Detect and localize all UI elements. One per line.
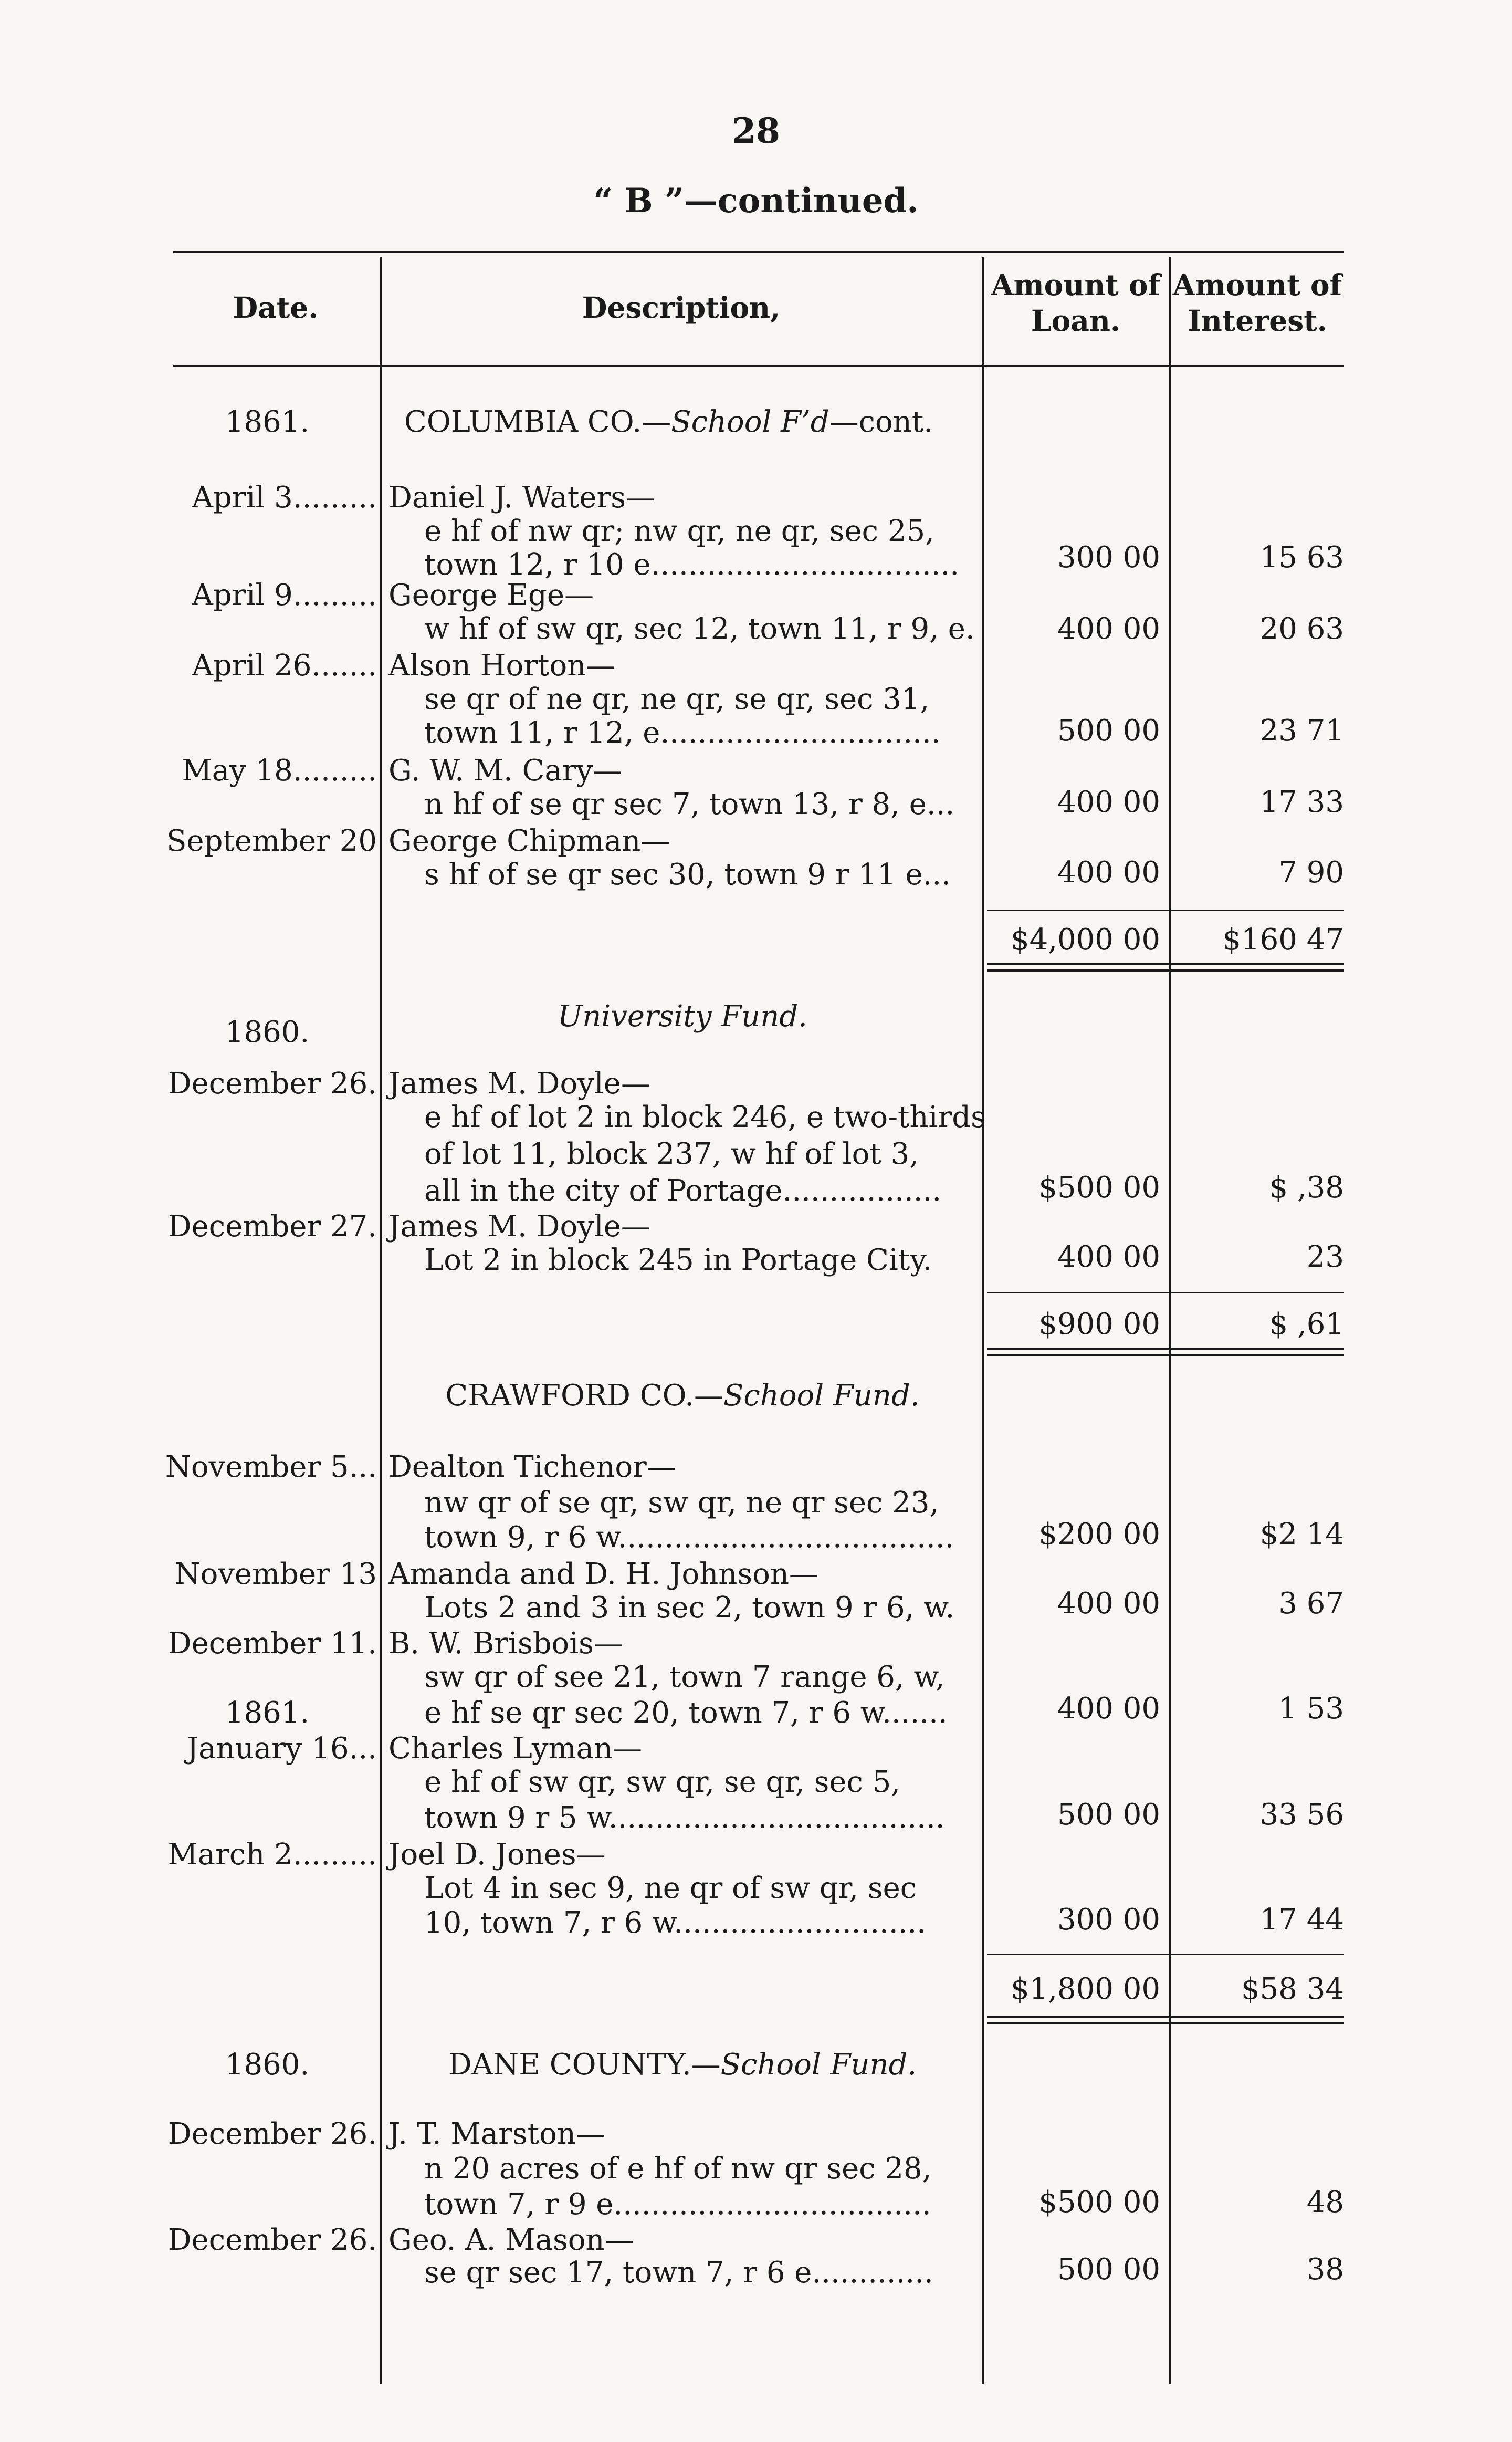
crawford-heading-fund: School Fund.: [723, 1379, 920, 1413]
entry-description-line: town 12, r 10 e.................................: [424, 548, 960, 582]
entry-description-line: e hf se qr sec 20, town 7, r 6 w.......: [424, 1696, 948, 1730]
entry-name: Geo. A. Mason—: [388, 2223, 634, 2257]
entry-interest: 38: [1306, 2252, 1344, 2287]
entry-name: George Chipman—: [388, 824, 670, 858]
entry-name: Joel D. Jones—: [388, 1838, 606, 1872]
entry-description-line: town 9 r 5 w....................................: [424, 1801, 945, 1835]
entry-loan: $500 00: [1038, 1171, 1160, 1205]
total-loan: $900 00: [1038, 1307, 1160, 1341]
dane-year: 1860.: [225, 2048, 310, 2082]
entry-name: Daniel J. Waters—: [388, 481, 656, 515]
entry-date: May 18.........: [182, 754, 377, 788]
entry-description-line: e hf of lot 2 in block 246, e two-thirds: [424, 1100, 986, 1134]
entry-name: James M. Doyle—: [388, 1209, 650, 1244]
subtotal-rule: [987, 1954, 1344, 1955]
columbia-heading-main: COLUMBIA CO.—: [404, 405, 671, 439]
entry-date: November 13: [174, 1557, 377, 1591]
entry-date: April 9.........: [192, 578, 377, 612]
subtotal-rule: [987, 1292, 1344, 1293]
column-divider-loan: [1169, 257, 1171, 2384]
entry-description-line: Lot 2 in block 245 in Portage City.: [424, 1243, 932, 1277]
total-double-rule: [987, 963, 1344, 972]
entry-description-line: sw qr of see 21, town 7 range 6, w,: [424, 1660, 945, 1694]
crawford-heading-main: CRAWFORD CO.—: [445, 1379, 724, 1413]
entry-description-line: w hf of sw qr, sec 12, town 11, r 9, e.: [424, 612, 975, 646]
entry-loan: 400 00: [1057, 855, 1160, 890]
entry-description-line: town 9, r 6 w....................................: [424, 1520, 954, 1554]
entry-loan: $200 00: [1038, 1517, 1160, 1551]
header-interest-line1: Amount of: [1172, 268, 1342, 302]
entry-description-line: e hf of sw qr, sw qr, se qr, sec 5,: [424, 1765, 901, 1799]
crawford-heading: [388, 1379, 976, 1413]
entry-description-line: Lots 2 and 3 in sec 2, town 9 r 6, w.: [424, 1591, 955, 1625]
page-title: “ B ”—continued.: [593, 181, 919, 221]
columbia-year: 1861.: [225, 405, 310, 439]
entry-interest: 17 44: [1259, 1903, 1344, 1937]
entry-description-line: se qr of ne qr, ne qr, se qr, sec 31,: [424, 682, 930, 716]
university-year: 1860.: [225, 1015, 310, 1049]
page-number: 28: [732, 110, 780, 151]
entry-name: B. W. Brisbois—: [388, 1626, 623, 1661]
total-double-rule: [987, 1348, 1344, 1356]
entry-interest: $ ,38: [1269, 1171, 1344, 1205]
entry-loan: $500 00: [1038, 2185, 1160, 2219]
entry-interest: 48: [1306, 2185, 1344, 2219]
crawford-year: 1861.: [225, 1696, 310, 1730]
entry-loan: 400 00: [1057, 612, 1160, 646]
entry-loan: 400 00: [1057, 1240, 1160, 1274]
entry-date: March 2.........: [167, 1838, 377, 1872]
entry-description-line: n 20 acres of e hf of nw qr sec 28,: [424, 2152, 932, 2186]
entry-loan: 400 00: [1057, 785, 1160, 819]
subtotal-rule: [987, 910, 1344, 911]
total-interest: $ ,61: [1269, 1307, 1344, 1341]
entry-name: James M. Doyle—: [388, 1067, 650, 1101]
header-loan-line1: Amount of: [991, 268, 1161, 302]
entry-interest: 23: [1306, 1240, 1344, 1274]
columbia-heading: [404, 405, 933, 439]
entry-date: December 26.: [167, 1067, 377, 1101]
total-double-rule: [987, 2016, 1344, 2024]
entry-date: September 20: [166, 824, 377, 858]
entry-description-line: nw qr of se qr, sw qr, ne qr sec 23,: [424, 1486, 939, 1520]
entry-interest: 33 56: [1259, 1798, 1344, 1832]
total-loan: $4,000 00: [1010, 923, 1160, 957]
columbia-heading-fund: School F’d: [671, 405, 830, 439]
entry-description-line: Lot 4 in sec 9, ne qr of sw qr, sec: [424, 1871, 917, 1905]
entry-interest: 20 63: [1259, 612, 1344, 646]
entry-loan: 500 00: [1057, 2252, 1160, 2287]
entry-description-line: 10, town 7, r 6 w...........................: [424, 1906, 927, 1940]
entry-date: December 11.: [167, 1626, 377, 1661]
header-loan-line2: Loan.: [1031, 304, 1121, 338]
entry-loan: 500 00: [1057, 714, 1160, 748]
entry-date: January 16...: [186, 1731, 377, 1766]
entry-name: Amanda and D. H. Johnson—: [388, 1557, 818, 1591]
entry-name: J. T. Marston—: [388, 2117, 605, 2151]
total-interest: $58 34: [1241, 1972, 1344, 2006]
column-divider-date: [380, 257, 382, 2384]
columbia-heading-tail: —cont.: [829, 405, 933, 439]
dane-heading-main: DANE COUNTY.—: [448, 2048, 721, 2082]
entry-interest: 23 71: [1259, 714, 1344, 748]
entry-loan: 300 00: [1057, 540, 1160, 575]
entry-description-line: s hf of se qr sec 30, town 9 r 11 e...: [424, 858, 951, 892]
entry-loan: 400 00: [1057, 1692, 1160, 1726]
entry-interest: 17 33: [1259, 785, 1344, 819]
entry-name: Dealton Tichenor—: [388, 1450, 676, 1484]
column-divider-description: [982, 257, 984, 2384]
entry-description-line: town 11, r 12, e..............................: [424, 716, 941, 750]
entry-interest: $2 14: [1259, 1517, 1344, 1551]
entry-description-line: se qr sec 17, town 7, r 6 e.............: [424, 2256, 933, 2290]
entry-interest: 1 53: [1278, 1692, 1344, 1726]
total-interest: $160 47: [1222, 923, 1344, 957]
entry-date: December 27.: [167, 1209, 377, 1244]
entry-date: December 26.: [167, 2223, 377, 2257]
entry-date: April 3.........: [192, 481, 377, 515]
entry-interest: 15 63: [1259, 540, 1344, 575]
entry-date: April 26.......: [192, 649, 377, 683]
entry-date: November 5...: [165, 1450, 377, 1484]
entry-name: George Ege—: [388, 578, 594, 612]
entry-loan: 500 00: [1057, 1798, 1160, 1832]
header-date: Date.: [233, 290, 319, 325]
entry-description-line: all in the city of Portage.................: [424, 1174, 942, 1208]
total-loan: $1,800 00: [1010, 1972, 1160, 2006]
entry-date: December 26.: [167, 2117, 377, 2151]
header-interest-line2: Interest.: [1188, 304, 1327, 338]
entry-description-line: e hf of nw qr; nw qr, ne qr, sec 25,: [424, 514, 934, 548]
table-top-rule: [173, 251, 1344, 253]
entry-interest: 3 67: [1278, 1587, 1344, 1621]
entry-description-line: town 7, r 9 e..................................: [424, 2187, 931, 2221]
dane-heading: [388, 2048, 976, 2082]
entry-name: Alson Horton—: [388, 649, 616, 683]
entry-loan: 400 00: [1057, 1587, 1160, 1621]
entry-loan: 300 00: [1057, 1903, 1160, 1937]
entry-interest: 7 90: [1278, 855, 1344, 890]
entry-description-line: n hf of se qr sec 7, town 13, r 8, e...: [424, 787, 955, 821]
dane-heading-fund: School Fund.: [720, 2048, 917, 2082]
university-heading: University Fund.: [558, 999, 807, 1034]
entry-name: Charles Lyman—: [388, 1731, 643, 1766]
entry-name: G. W. M. Cary—: [388, 754, 623, 788]
header-description: Description,: [582, 290, 781, 325]
entry-description-line: of lot 11, block 237, w hf of lot 3,: [424, 1137, 919, 1171]
